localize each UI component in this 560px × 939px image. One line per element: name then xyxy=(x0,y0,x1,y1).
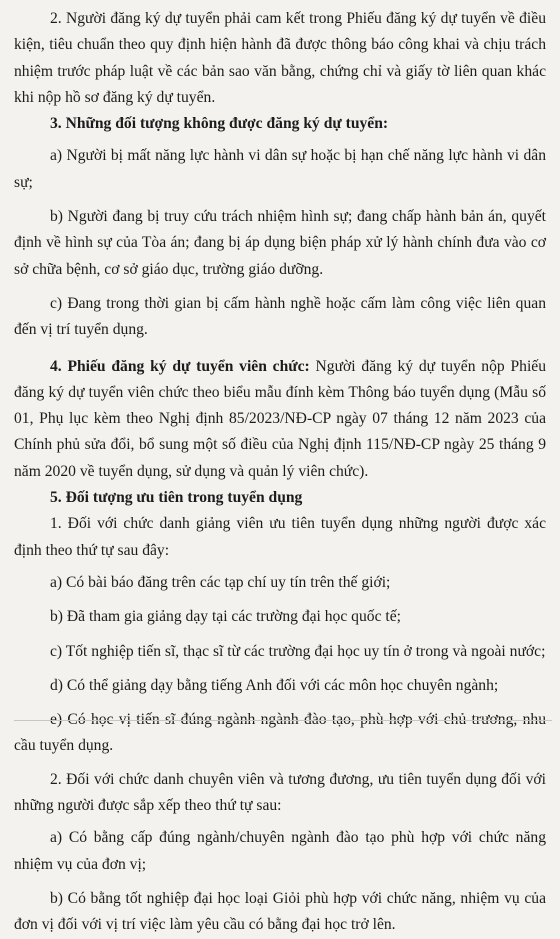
section-4-heading: 4. Phiếu đăng ký dự tuyển viên chức: xyxy=(50,357,310,375)
list-item: d) Có thể giảng dạy bằng tiếng Anh đối với các môn học chuyên ngành; xyxy=(50,676,499,694)
section-3-list xyxy=(14,143,546,343)
section-5-heading: 5. Đối tượng ưu tiên trong tuyển dụng xyxy=(50,489,303,507)
list-item: c) Tốt nghiệp tiến sĩ, thạc sĩ từ các trường đại học uy tín ở trong và ngoài nước; xyxy=(50,642,546,660)
list-item: a) Người bị mất năng lực hành vi dân sự hoặc bị hạn chế năng lực hành vi dân sự; xyxy=(14,147,546,191)
list-item: a) Có bằng cấp đúng ngành/chuyên ngành đào tạo phù hợp với chức năng nhiệm vụ của đơn vị; xyxy=(14,829,546,873)
page-rule-divider xyxy=(14,720,552,721)
section-3-heading: 3. Những đối tượng không được đăng ký dự tuyển: xyxy=(50,115,389,133)
section-4-paragraph xyxy=(14,354,546,485)
section-4-body: Người đăng ký dự tuyển nộp Phiếu đăng ký dự tuyển viên chức theo biểu mẫu đính kèm Thông báo tuyển dụng (Mẫu số 01, Phụ lục kèm theo Nghị định 85/2023/NĐ-CP ngày 07 tháng 12 năm 2023 của Chính phủ sửa đổi, bổ sung một số điều của Nghị định 115/NĐ-CP ngày 25 tháng 9 năm 2020 về tuyển dụng, sử dụng và quản lý viên chức). xyxy=(14,357,546,480)
section-5-2-intro: 2. Đối với chức danh chuyên viên và tương đương, ưu tiên tuyển dụng đối với những người được sắp xếp theo thứ tự sau: xyxy=(14,770,546,815)
section-5-1-intro: 1. Đối với chức danh giảng viên ưu tiên tuyển dụng những người được xác định theo thứ tự sau đây: xyxy=(14,515,546,559)
list-item: a) Có bài báo đăng trên các tạp chí uy tín trên thế giới; xyxy=(50,573,391,591)
section-5-1-list xyxy=(14,570,546,760)
list-item: b) Đã tham gia giảng dạy tại các trường đại học quốc tế; xyxy=(50,608,401,626)
section-5-2-list xyxy=(14,825,546,938)
list-item: e) Có học vị tiến sĩ đúng ngành ngành đào tạo, phù hợp với chủ trương, nhu cầu tuyển dụng. xyxy=(14,711,546,755)
list-item: b) Người đang bị truy cứu trách nhiệm hình sự; đang chấp hành bản án, quyết định về hình sự của Tòa án; đang bị áp dụng biện pháp xử lý hành chính đưa vào cơ sở chữa bệnh, cơ sở giáo dục, trường giáo dưỡng. xyxy=(14,208,546,278)
list-item: b) Có bằng tốt nghiệp đại học loại Giỏi phù hợp với chức năng, nhiệm vụ của đơn vị đối với vị trí việc làm yêu cầu có bằng đại học trở lên. xyxy=(14,889,546,934)
section-2-paragraph: 2. Người đăng ký dự tuyển phải cam kết trong Phiếu đăng ký dự tuyển về điều kiện, tiêu chuẩn theo quy định hiện hành đã được thông báo công khai và chịu trách nhiệm trước pháp luật về các bản sao văn bằng, chứng chỉ và giấy tờ liên quan khác khi nộp hồ sơ đăng ký dự tuyển. xyxy=(14,10,546,106)
list-item: c) Đang trong thời gian bị cấm hành nghề hoặc cấm làm công việc liên quan đến vị trí tuyển dụng. xyxy=(14,294,546,339)
